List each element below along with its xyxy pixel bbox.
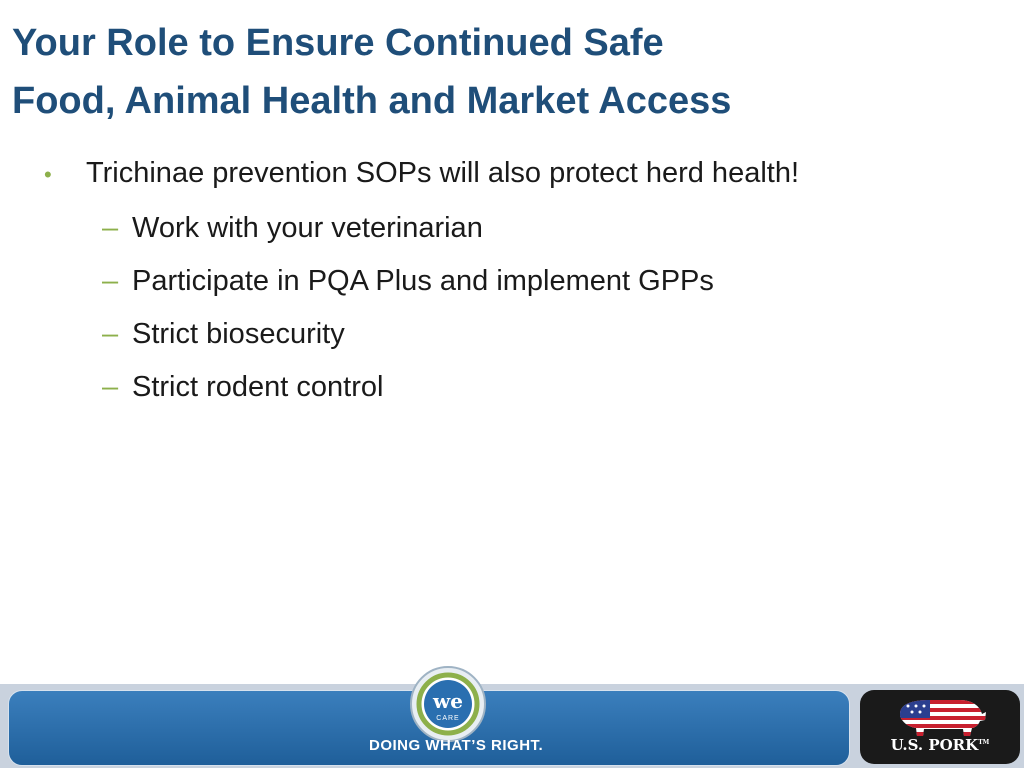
sub-bullet-item bbox=[102, 255, 1004, 308]
bullet-item bbox=[44, 150, 1004, 198]
dash-icon: – bbox=[102, 371, 119, 403]
we-care-logo bbox=[408, 664, 488, 744]
sub-bullet-item bbox=[102, 308, 1004, 361]
dash-icon: – bbox=[102, 212, 119, 244]
slide-content bbox=[44, 150, 1004, 414]
sub-bullet-text: Strict rodent control bbox=[132, 371, 384, 403]
sub-bullet-text: Participate in PQA Plus and implement GPPs bbox=[132, 265, 714, 297]
bullet-dot-icon: • bbox=[44, 162, 52, 187]
footer-tagline: DOING WHAT’S RIGHT. bbox=[369, 737, 544, 754]
dash-icon: – bbox=[102, 265, 119, 297]
sub-bullet-list bbox=[102, 202, 1004, 414]
title-line-2: Food, Animal Health and Market Access bbox=[12, 80, 732, 122]
dash-icon: – bbox=[102, 318, 119, 350]
trademark-mark: TM bbox=[978, 739, 990, 746]
sub-bullet-text: Work with your veterinarian bbox=[132, 212, 483, 244]
logo-sub-text: CARE bbox=[436, 715, 460, 722]
slide-title bbox=[12, 14, 1012, 130]
us-pork-logo bbox=[860, 690, 1020, 764]
bullet-text: Trichinae prevention SOPs will also protect herd health! bbox=[86, 157, 800, 189]
logo-main-text: we bbox=[433, 689, 463, 713]
sub-bullet-item bbox=[102, 361, 1004, 414]
brand-name: U.S. PORK bbox=[890, 736, 979, 754]
sub-bullet-item bbox=[102, 202, 1004, 255]
we-care-badge-icon bbox=[408, 664, 488, 744]
sub-bullet-text: Strict biosecurity bbox=[132, 318, 345, 350]
brand-name-text bbox=[886, 736, 994, 754]
pig-flag-icon bbox=[890, 694, 990, 738]
title-line-1: Your Role to Ensure Continued Safe bbox=[12, 22, 664, 64]
